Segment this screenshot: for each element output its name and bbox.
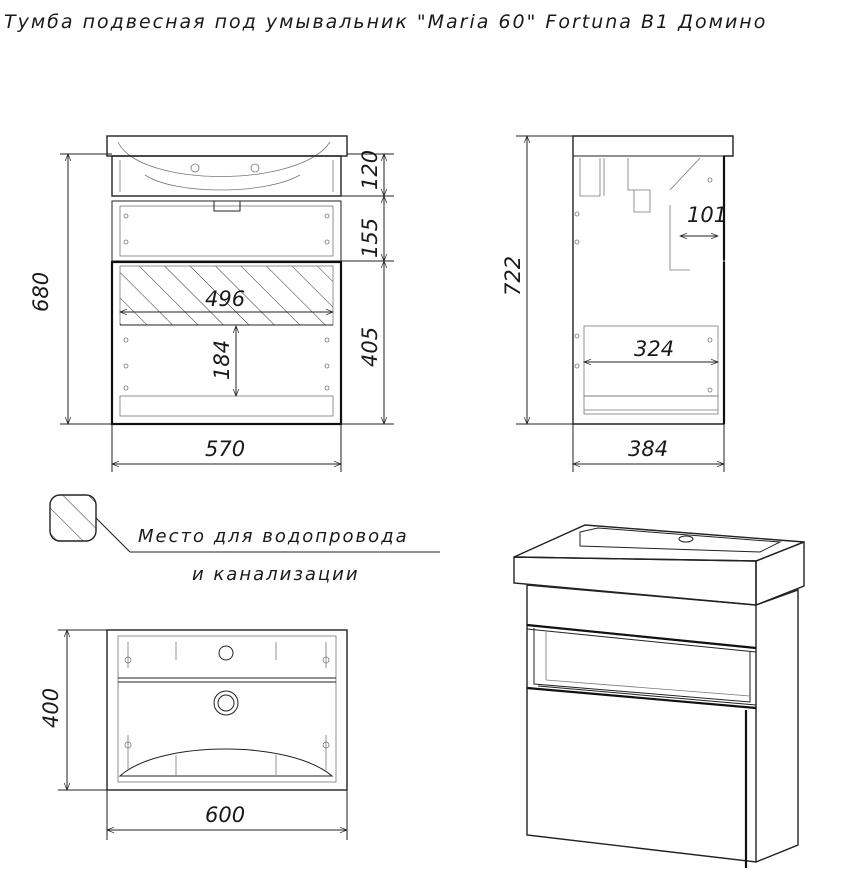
dim-inner-depth: 324: [634, 337, 675, 361]
legend-line-1: Место для водопровода: [138, 526, 409, 547]
dim-top-width: 600: [205, 803, 246, 827]
dim-height-bottom: 405: [358, 326, 382, 367]
side-view: [501, 136, 733, 472]
dim-height-top: 120: [358, 149, 382, 190]
dim-inner-height: 184: [210, 339, 234, 380]
legend: [50, 495, 440, 585]
drawing-title: Тумба подвесная под умывальник "Maria 60" Fortuna B1 Домино: [4, 11, 768, 33]
isometric-view: [514, 525, 804, 868]
dim-height-middle: 155: [358, 217, 382, 258]
dim-gap: 101: [687, 203, 728, 227]
dim-inner-width: 496: [205, 287, 246, 311]
dim-side-height: 722: [501, 255, 525, 296]
dim-height-total: 680: [29, 271, 53, 312]
legend-line-2: и канализации: [192, 564, 360, 585]
dim-depth: 384: [628, 437, 669, 461]
top-view: [39, 630, 347, 840]
dim-width: 570: [205, 437, 246, 461]
front-view: [29, 136, 394, 472]
dim-top-depth: 400: [39, 687, 63, 728]
